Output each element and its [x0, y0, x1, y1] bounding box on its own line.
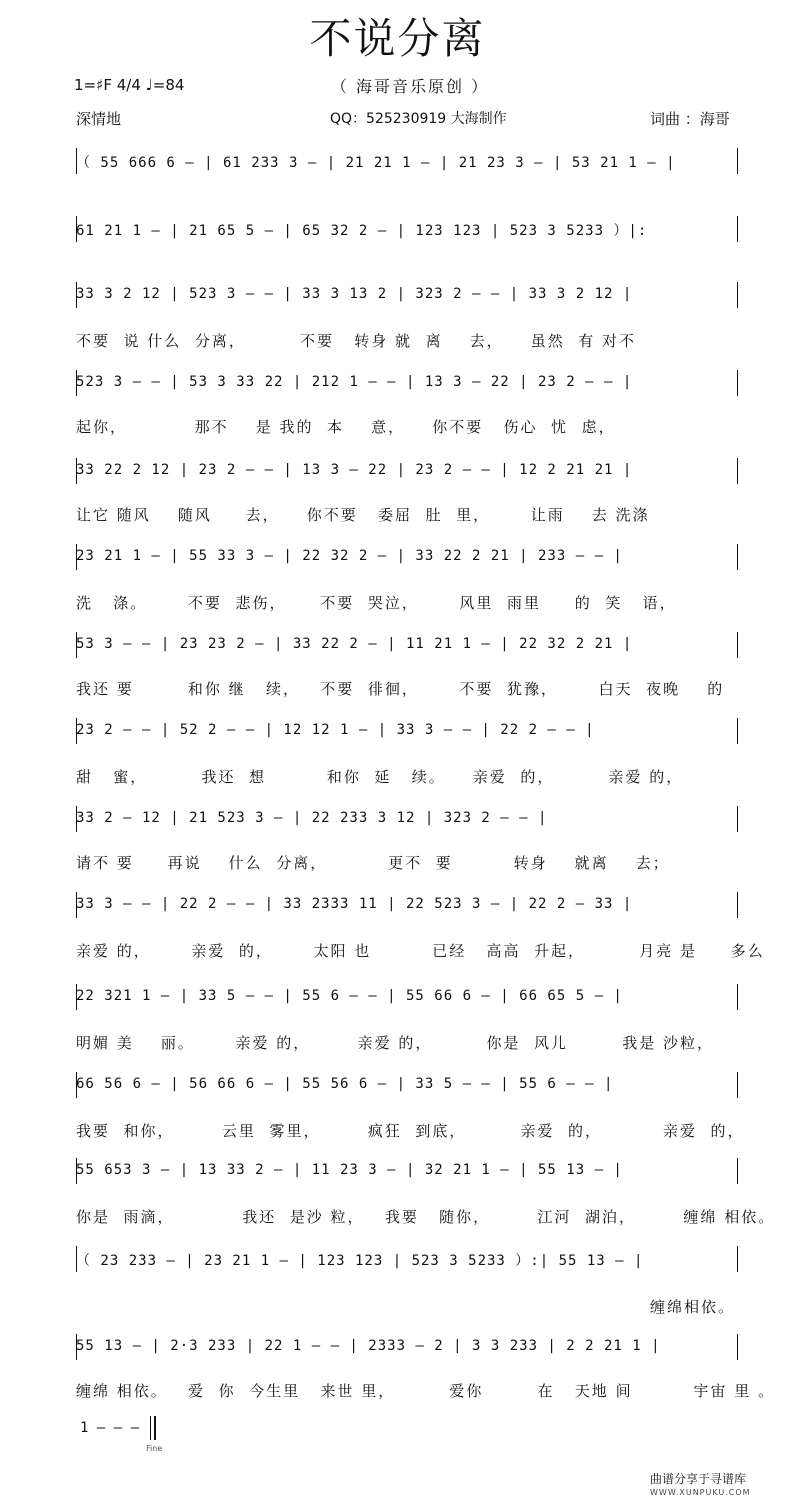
- lyric-line: 不要 说 什么 分离， 不要 转身 就 离 去， 虽然 有 对不: [76, 332, 637, 350]
- subtitle: （ 海哥音乐原创 ）: [330, 77, 490, 96]
- notation-row: 55 653 3 — | 13 33 2 — | 11 23 3 — | 32 21 1 — | 55 13 — |: [76, 1162, 623, 1178]
- lyric-line: 我要 和你， 云里 雾里， 疯狂 到底， 亲爱 的， 亲爱 的，: [76, 1122, 745, 1140]
- notation-row: 22 321 1 — | 33 5 — — | 55 6 — — | 55 66 6 — | 66 65 5 — |: [76, 988, 623, 1004]
- producer-credit: QQ：525230919 大海制作: [330, 111, 507, 127]
- lyric-line: 我还 要 和你 继 续， 不要 徘徊， 不要 犹豫， 白天 夜晚 的: [76, 680, 725, 698]
- footer-credit: 曲谱分享于寻谱库: [650, 1472, 747, 1486]
- composer-credit: 词曲 ：海哥: [650, 110, 730, 128]
- expression-mark: 深情地: [76, 110, 122, 128]
- notation-row: 61 21 1 — | 21 65 5 — | 65 32 2 — | 123 123 | 523 3 5233 ）|:: [76, 223, 648, 239]
- lyric-line: 请不 要 再说 什么 分离， 更不 要 转身 就离 去；: [76, 854, 670, 872]
- lyric-line: 起你， 那不 是 我的 本 意， 你不要 伤心 忧 虑，: [76, 418, 616, 436]
- final-barline: [150, 1416, 156, 1440]
- notation-row: 33 2 — 12 | 21 523 3 — | 22 233 3 12 | 323 2 — — |: [76, 810, 548, 826]
- notation-row: 33 3 — — | 22 2 — — | 33 2333 11 | 22 523 3 — | 22 2 — 33 |: [76, 896, 633, 912]
- notation-row: 23 21 1 — | 55 33 3 — | 22 32 2 — | 33 22 2 21 | 233 — — |: [76, 548, 623, 564]
- notation-row: 523 3 — — | 53 3 33 22 | 212 1 — — | 13 3 — 22 | 23 2 — — |: [76, 374, 633, 390]
- notation-row: （ 55 666 6 — | 61 233 3 — | 21 21 1 — | 21 23 3 — | 53 21 1 — |: [76, 155, 676, 171]
- lyric-line: 让它 随风 随风 去， 你不要 委屈 肚 里， 让雨 去 洗涤: [76, 506, 650, 524]
- lyric-line: 甜 蜜， 我还 想 和你 延 续。 亲爱 的， 亲爱 的，: [76, 768, 684, 786]
- lyric-line: 明媚 美 丽。 亲爱 的， 亲爱 的， 你是 风儿 我是 沙粒，: [76, 1034, 714, 1052]
- footer-url: WWW.XUNPUKU.COM: [650, 1488, 751, 1497]
- lyric-line: 你是 雨滴， 我还 是沙 粒， 我要 随你， 江河 湖泊， 缠绵 相依。: [76, 1208, 776, 1226]
- notation-row: 53 3 — — | 23 23 2 — | 33 22 2 — | 11 21 1 — | 22 32 2 21 |: [76, 636, 633, 652]
- notation-row: 33 22 2 12 | 23 2 — — | 13 3 — 22 | 23 2 — — | 12 2 21 21 |: [76, 462, 633, 478]
- lyric-line: 缠绵相依。: [650, 1298, 736, 1316]
- song-title: 不说分离: [309, 14, 486, 63]
- notation-row: 55 13 — | 2·3 233 | 22 1 — — | 2333 — 2 | 3 3 233 | 2 2 21 1 |: [76, 1338, 661, 1354]
- lyric-line: 亲爱 的， 亲爱 的， 太阳 也 已经 高高 升起， 月亮 是 多么: [76, 942, 765, 960]
- notation-row: 66 56 6 — | 56 66 6 — | 55 56 6 — | 33 5 — — | 55 6 — — |: [76, 1076, 614, 1092]
- final-notes: 1 — — —: [80, 1420, 140, 1436]
- notation-row: （ 23 233 — | 23 21 1 — | 123 123 | 523 3 5233 ）:| 55 13 — |: [76, 1253, 644, 1269]
- notation-row: 33 3 2 12 | 523 3 — — | 33 3 13 2 | 323 2 — — | 33 3 2 12 |: [76, 286, 633, 302]
- fine-mark: Fine: [146, 1444, 163, 1453]
- key-signature: 1=♯F 4/4 ♩=84: [74, 76, 185, 94]
- notation-row: 23 2 — — | 52 2 — — | 12 12 1 — | 33 3 — — | 22 2 — — |: [76, 722, 595, 738]
- lyric-line: 洗 涤。 不要 悲伤， 不要 哭泣， 风里 雨里 的 笑 语，: [76, 594, 677, 612]
- lyric-line: 缠绵 相依。 爱 你 今生里 来世 里， 爱你 在 天地 间 宇宙 里 。: [76, 1382, 776, 1400]
